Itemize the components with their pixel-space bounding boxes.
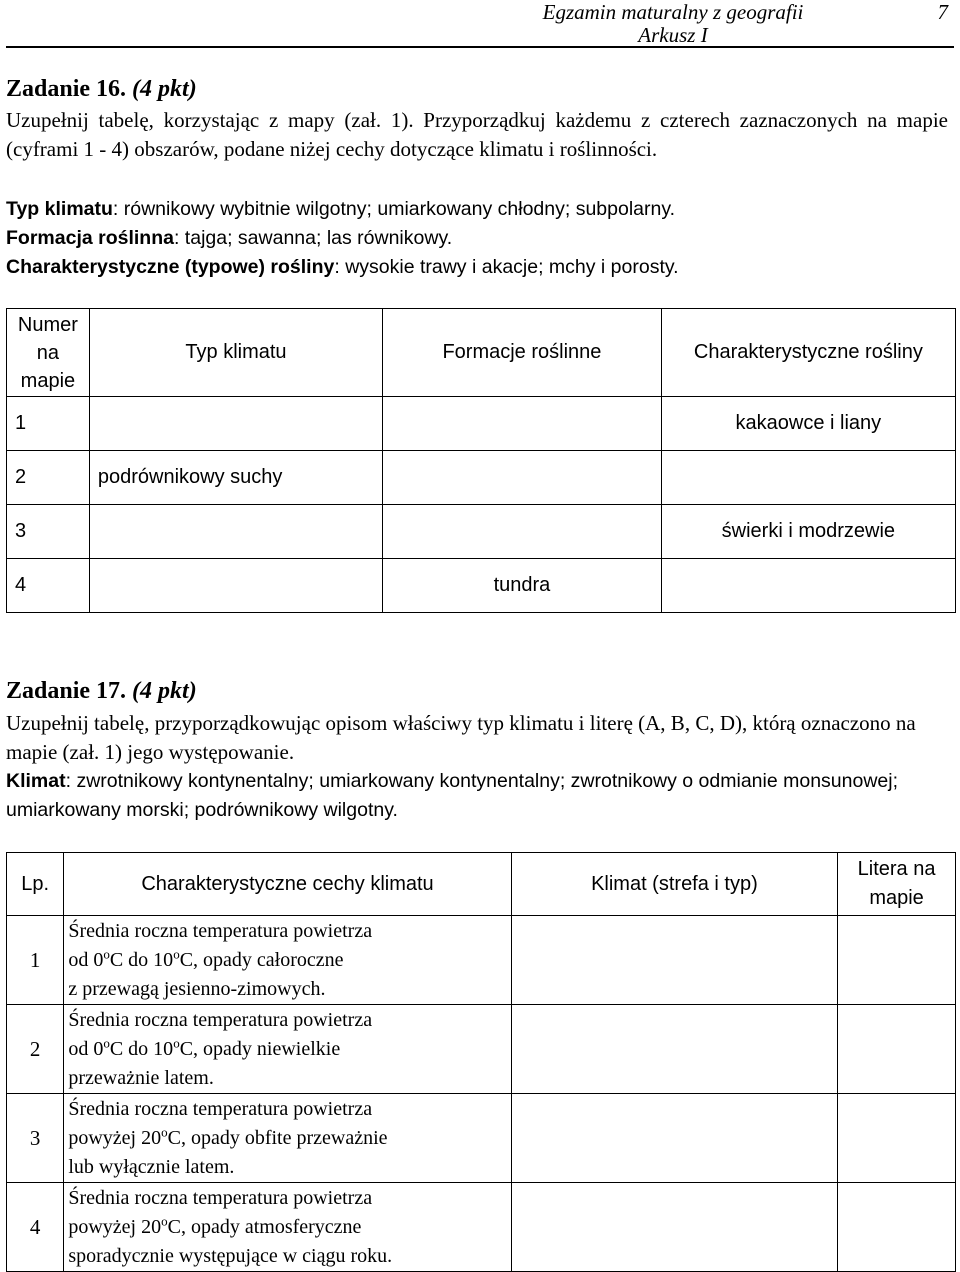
task16-plants-list: Charakterystyczne (typowe) rośliny: wysokie trawy i akacje; mchy i porosty. [6,256,679,278]
page-number: 7 [937,0,948,24]
task16-points: (4 pkt) [132,76,197,102]
climate-description: Średnia roczna temperatura powietrza od 0$^o$C do 10$^o$C, opady całoroczne z przewagą jesienno-zimowych. [64,916,511,1005]
row-number: 2 [7,451,90,505]
formation-cell[interactable] [383,397,662,451]
letter-answer-cell[interactable] [838,1183,956,1272]
table-row [7,1183,956,1272]
table-header-row [7,309,956,397]
table-row [7,916,956,1005]
header-climate-zone-type: Klimat (strefa i typ) [511,853,837,916]
row-number: 1 [7,397,90,451]
table-row [7,505,956,559]
formation-cell[interactable] [383,451,662,505]
table-row [7,397,956,451]
table-row [7,1094,956,1183]
letter-answer-cell[interactable] [838,916,956,1005]
header-divider [6,46,954,48]
row-number: 4 [7,1183,64,1272]
task16-climate-list: Typ klimatu: równikowy wybitnie wilgotny; umiarkowany chłodny; subpolarny. [6,198,676,220]
plants-cell[interactable] [661,559,955,613]
task16-formation-list: Formacja roślinna: tajga; sawanna; las równikowy. [6,227,453,249]
header-lp: Lp. [7,853,64,916]
climate-description: Średnia roczna temperatura powietrza od 0$^o$C do 10$^o$C, opady niewielkie przeważnie latem. [64,1005,511,1094]
header-climate-type: Typ klimatu [89,309,382,397]
climate-description: Średnia roczna temperatura powietrza powyżej 20$^o$C, opady atmosferyczne sporadycznie występujące w ciągu roku. [64,1183,511,1272]
climate-cell[interactable] [89,397,382,451]
header-climate-features: Charakterystyczne cechy klimatu [64,853,511,916]
row-number: 3 [7,505,90,559]
letter-answer-cell[interactable] [838,1094,956,1183]
task17-points: (4 pkt) [132,678,197,704]
climate-answer-cell[interactable] [511,916,837,1005]
row-number: 1 [7,916,64,1005]
table-row [7,451,956,505]
exam-title: Egzamin maturalny z geografii [542,0,804,24]
plants-cell: kakaowce i liany [661,397,955,451]
header-map-letter: Litera na mapie [838,853,956,916]
sheet-name: Arkusz I [638,23,708,47]
formation-cell: tundra [383,559,662,613]
climate-answer-cell[interactable] [511,1005,837,1094]
plants-label: Charakterystyczne (typowe) rośliny [6,256,335,278]
plants-cell[interactable] [661,451,955,505]
climate-answer-cell[interactable] [511,1183,837,1272]
task17-climate-list: Klimat: zwrotnikowy kontynentalny; umiarkowany kontynentalny; zwrotnikowy o odmianie monsunowej; umiarkowany morski; podrównikowy wilgotny. [6,770,899,821]
formation-label: Formacja roślinna [6,227,174,249]
task17-table [6,852,956,1272]
climate-cell[interactable] [89,559,382,613]
page-header [448,0,948,46]
climate-answer-cell[interactable] [511,1094,837,1183]
task16-title: Zadanie 16. (4 pkt) [6,76,197,102]
climate-cell[interactable] [89,505,382,559]
climate-cell: podrównikowy suchy [89,451,382,505]
header-map-number: Numer na mapie [7,309,90,397]
task17-title: Zadanie 17. (4 pkt) [6,678,197,704]
header-characteristic-plants: Charakterystyczne rośliny [661,309,955,397]
task16-instruction: Uzupełnij tabelę, korzystając z mapy (zał. 1). Przyporządkuj każdemu z czterech zaznaczonych na mapie (cyframi 1 - 4) obszarów, podane niżej cechy dotyczące klimatu i roślinności. [6,108,948,161]
task17-instruction: Uzupełnij tabelę, przyporządkowując opisom właściwy typ klimatu i literę (A, B, C, D), którą oznaczono na mapie (zał. 1) jego występowanie. [6,711,916,764]
table-row [7,559,956,613]
formation-cell[interactable] [383,505,662,559]
plants-cell: świerki i modrzewie [661,505,955,559]
climate-label: Klimat [6,770,66,792]
header-plant-formations: Formacje roślinne [383,309,662,397]
row-number: 2 [7,1005,64,1094]
row-number: 3 [7,1094,64,1183]
task16-table [6,308,956,613]
climate-description: Średnia roczna temperatura powietrza powyżej 20$^o$C, opady obfite przeważnie lub wyłącznie latem. [64,1094,511,1183]
row-number: 4 [7,559,90,613]
letter-answer-cell[interactable] [838,1005,956,1094]
climate-type-label: Typ klimatu [6,198,113,220]
table-header-row [7,853,956,916]
table-row [7,1005,956,1094]
